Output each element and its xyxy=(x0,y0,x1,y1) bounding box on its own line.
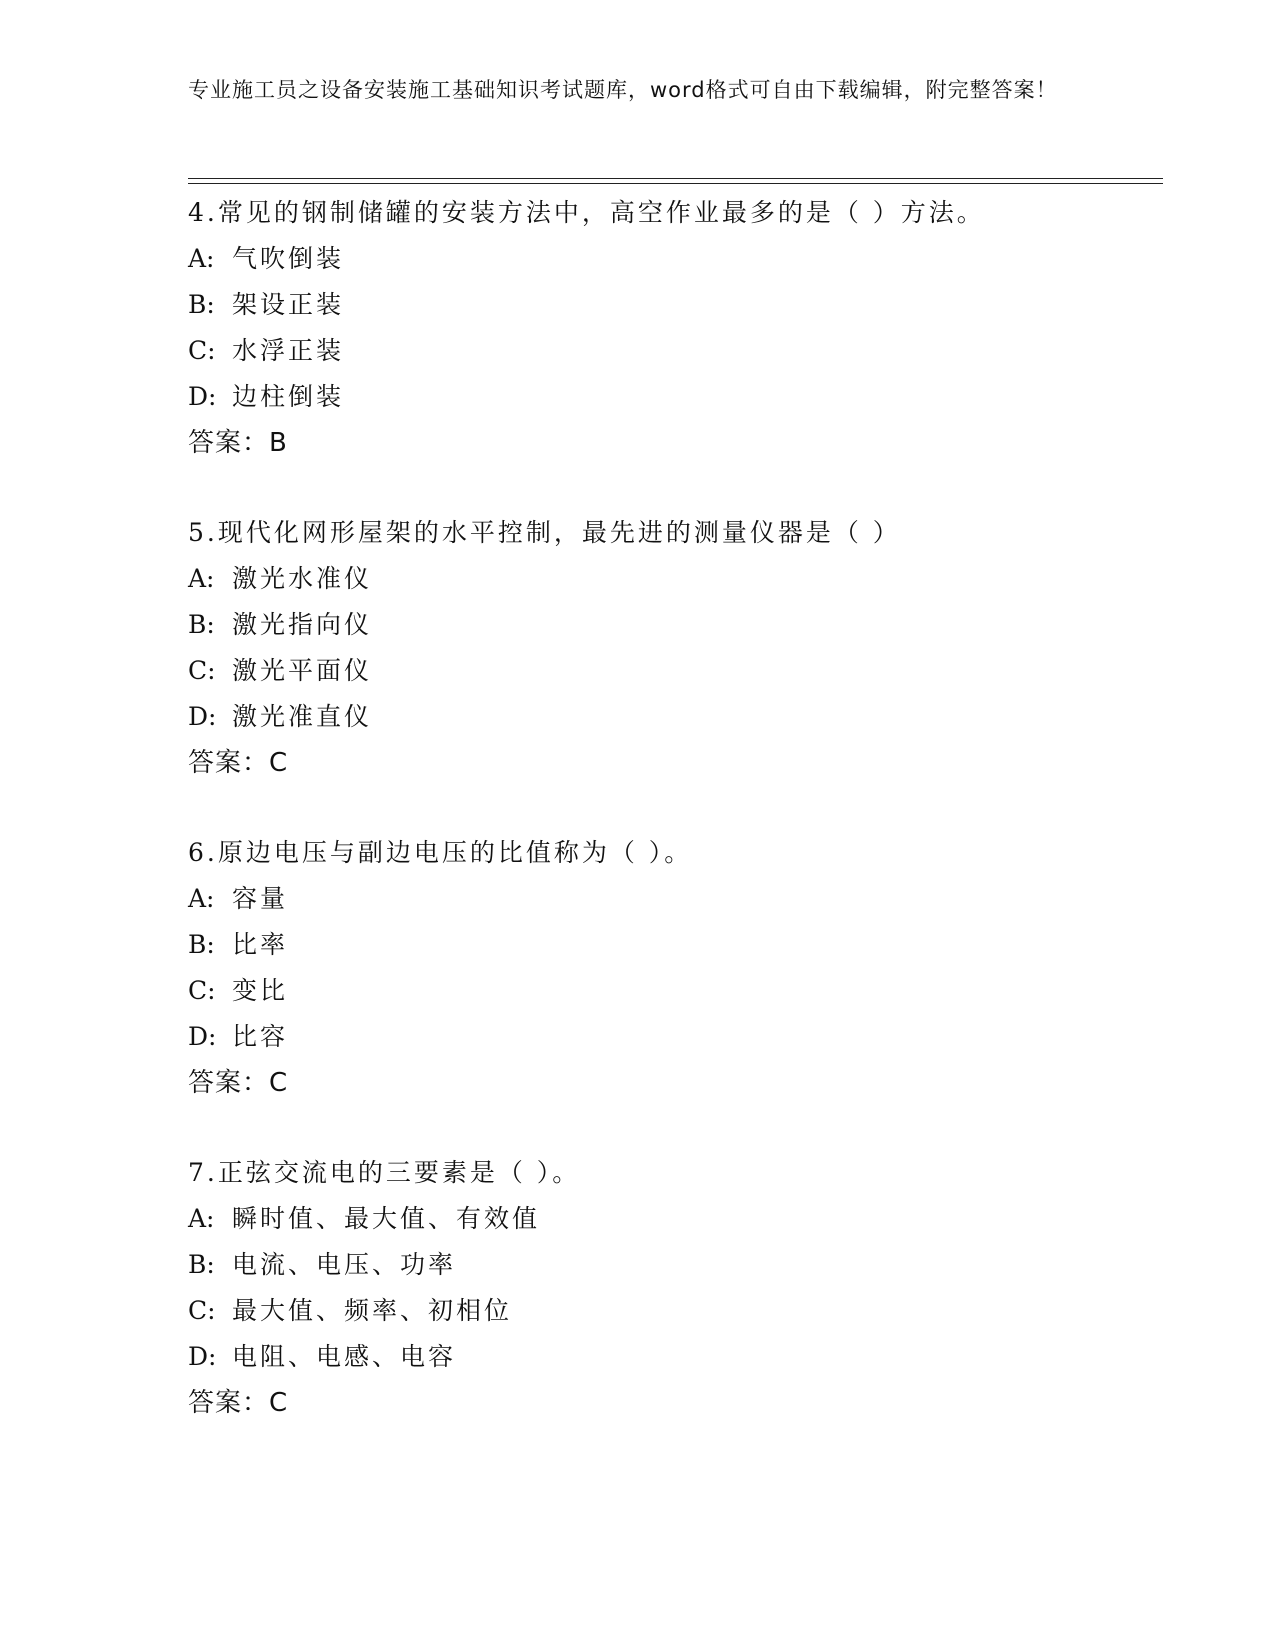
option-key: D: xyxy=(188,1342,217,1371)
document-header: 专业施工员之设备安装施工基础知识考试题库，word格式可自由下载编辑，附完整答案！ xyxy=(188,78,1058,102)
option-c xyxy=(188,328,1168,374)
option-key: B: xyxy=(188,290,215,319)
header-divider-bottom xyxy=(188,183,1163,184)
answer-label: 答案： xyxy=(188,1388,270,1418)
option-key: A: xyxy=(188,884,215,913)
answer-value: C xyxy=(269,1388,289,1418)
option-d xyxy=(188,1334,1168,1380)
option-b xyxy=(188,1242,1168,1288)
option-a xyxy=(188,876,1168,922)
option-text: 比容 xyxy=(232,1022,289,1051)
option-text: 激光准直仪 xyxy=(232,702,373,731)
answer-value: B xyxy=(269,428,288,458)
option-a xyxy=(188,1196,1168,1242)
option-key: C: xyxy=(188,336,216,365)
option-text: 电阻、电感、电容 xyxy=(232,1342,457,1371)
answer-line xyxy=(188,1060,1168,1106)
question-title: 4.常见的钢制储罐的安装方法中，高空作业最多的是（ ）方法。 xyxy=(188,198,985,227)
header-divider-top xyxy=(188,178,1163,179)
option-d xyxy=(188,374,1168,420)
option-text: 边柱倒装 xyxy=(232,382,345,411)
option-text: 气吹倒装 xyxy=(232,244,345,273)
option-c xyxy=(188,648,1168,694)
question-title: 5.现代化网形屋架的水平控制，最先进的测量仪器是（ ） xyxy=(188,518,901,547)
option-key: C: xyxy=(188,1296,216,1325)
option-text: 容量 xyxy=(232,884,289,913)
question-title: 7.正弦交流电的三要素是（ ）。 xyxy=(188,1158,581,1187)
question-title: 6.原边电压与副边电压的比值称为（ ）。 xyxy=(188,838,693,867)
answer-value: C xyxy=(269,748,289,778)
option-text: 最大值、频率、初相位 xyxy=(232,1296,513,1325)
option-key: A: xyxy=(188,244,215,273)
answer-value: C xyxy=(269,1068,289,1098)
answer-label: 答案： xyxy=(188,428,270,458)
question-4 xyxy=(188,190,1168,466)
option-d xyxy=(188,1014,1168,1060)
question-7 xyxy=(188,1150,1168,1426)
option-text: 激光水准仪 xyxy=(232,564,373,593)
option-key: A: xyxy=(188,1204,215,1233)
answer-line xyxy=(188,1380,1168,1426)
option-text: 激光指向仪 xyxy=(232,610,373,639)
question-6 xyxy=(188,830,1168,1106)
option-a xyxy=(188,236,1168,282)
option-c xyxy=(188,1288,1168,1334)
option-b xyxy=(188,922,1168,968)
option-b xyxy=(188,602,1168,648)
option-text: 变比 xyxy=(232,976,289,1005)
option-text: 架设正装 xyxy=(232,290,345,319)
answer-label: 答案： xyxy=(188,748,270,778)
option-key: D: xyxy=(188,382,217,411)
option-key: C: xyxy=(188,976,216,1005)
answer-line xyxy=(188,420,1168,466)
option-a xyxy=(188,556,1168,602)
option-text: 电流、电压、功率 xyxy=(232,1250,457,1279)
option-d xyxy=(188,694,1168,740)
option-key: D: xyxy=(188,702,217,731)
option-c xyxy=(188,968,1168,1014)
option-text: 水浮正装 xyxy=(232,336,345,365)
answer-label: 答案： xyxy=(188,1068,270,1098)
option-key: D: xyxy=(188,1022,217,1051)
option-text: 激光平面仪 xyxy=(232,656,373,685)
option-key: B: xyxy=(188,610,215,639)
question-5 xyxy=(188,510,1168,786)
option-key: A: xyxy=(188,564,215,593)
option-b xyxy=(188,282,1168,328)
option-text: 比率 xyxy=(232,930,289,959)
option-text: 瞬时值、最大值、有效值 xyxy=(232,1204,541,1233)
option-key: B: xyxy=(188,1250,215,1279)
option-key: C: xyxy=(188,656,216,685)
option-key: B: xyxy=(188,930,215,959)
answer-line xyxy=(188,740,1168,786)
